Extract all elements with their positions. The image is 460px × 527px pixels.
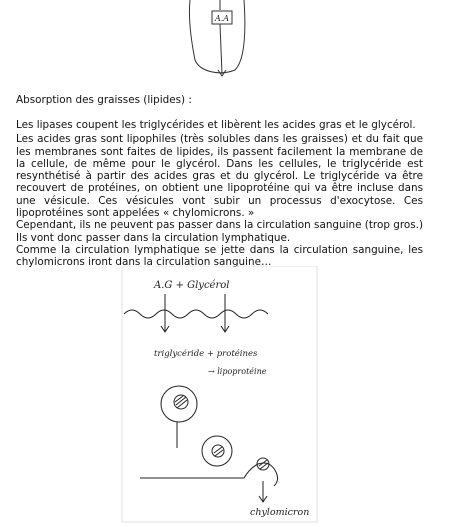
body-text [16,119,423,269]
label-lipoproteine: → lipoprotéine [208,367,267,376]
top-sketch [150,0,280,82]
chylomicron-sketch [118,266,338,526]
label-triglyceride: triglycéride + protéines [154,349,258,359]
top-figure-label: A.A [214,14,230,23]
paragraph: Comme la circulation lymphatique se jette dans la circulation sanguine, les chylomicrons iront dans la circulation sanguine… [16,243,423,269]
section-heading: Absorption des graisses (lipides) : [16,94,192,106]
membrane [124,310,268,318]
label-ag-glycerol: A.G + Glycérol [154,280,230,291]
vesicle [161,386,197,422]
label-chylomicron: chylomicron [250,507,310,518]
paragraph: Cependant, ils ne peuvent pas passer dans la circulation sanguine (trop gros.) Ils vont donc passer dans la circulation lymphatique. [16,219,423,244]
paragraph: Les acides gras sont lipophiles (très solubles dans les graisses) et du fait que les membranes sont faites de lipides, ils passent facilement la membrane de la cellule, de même pour le glycérol. Dans les cellules, le triglycéride est resynthétisé à partir des acides gras et du glycérol. Le triglycéride va être recouvert de protéines, on obtient une lipoprotéine qui va être incluse dans une vésicule. Ces vésicules vont subir un processus d'exocytose. Ces lipoprotéines sont appelées « chylomicrons. » [16,133,423,220]
paragraph: Les lipases coupent les triglycérides et libèrent les acides gras et le glycérol. [16,119,416,131]
